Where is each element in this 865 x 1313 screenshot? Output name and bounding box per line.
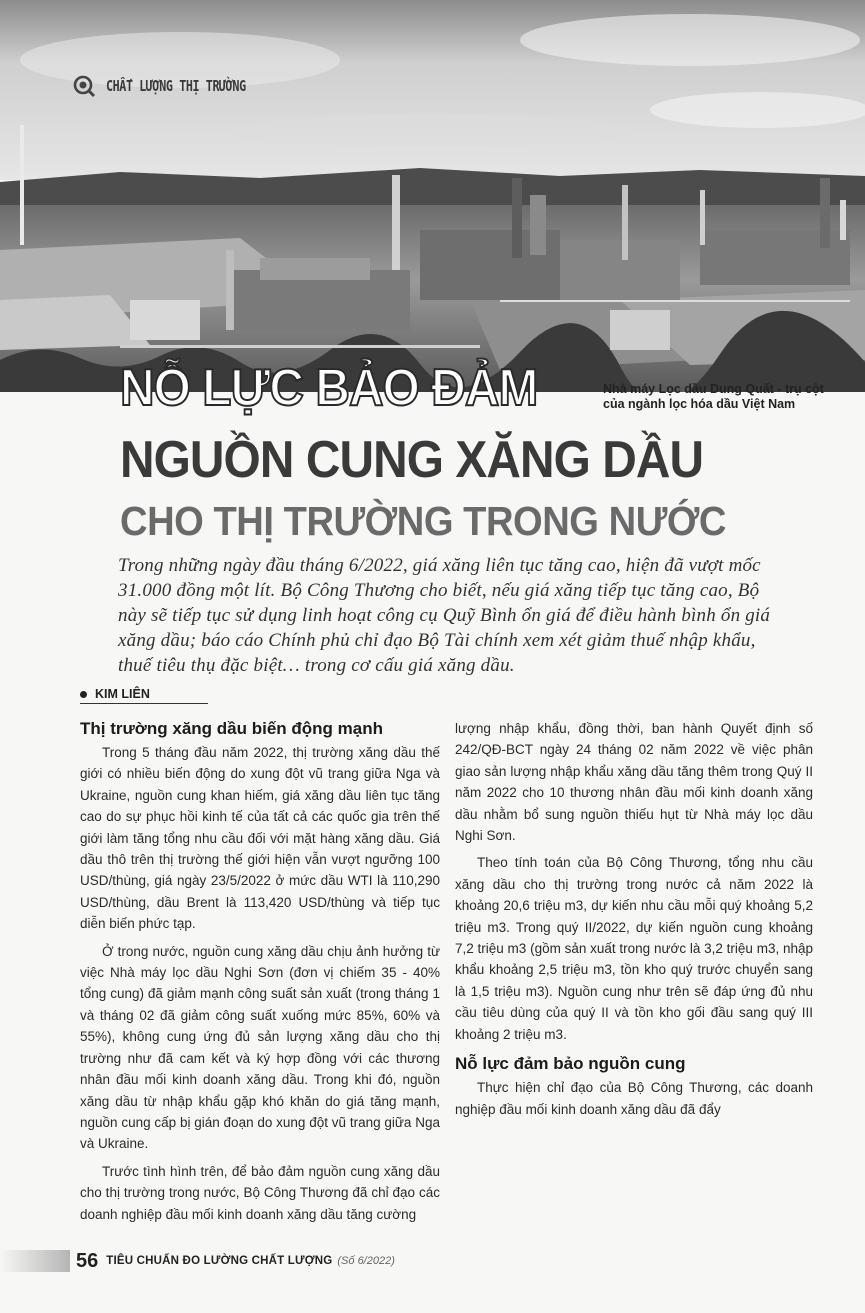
section-heading-2: Nỗ lực đảm bảo nguồn cung: [455, 1054, 686, 1074]
paragraph-1: Trong 5 tháng đầu năm 2022, thị trường xăng dầu thế giới có nhiều biến động do xung đột vũ trang giữa Nga và Ukraine, nguồn cung khan hiếm, giá xăng dầu liên tục tăng cao do sự phục hồi kinh tế của tất cả các quốc gia trên thế giới làm tăng tổng nhu cầu đối với mặt hàng xăng dầu. Giá dầu thô trên thị trường thế giới hiện vẫn vượt ngưỡng 100 USD/thùng, giá ngày 23/5/2022 ở mức dầu WTI là 110,290 USD/thùng, dầu Brent là 113,420 USD/thùng và tiếp tục diễn biến phức tạp.: [80, 745, 440, 932]
magnifier-logo-icon: [72, 74, 96, 98]
caption-line-1: Nhà máy Lọc dầu Dung Quất - trụ cột: [603, 382, 824, 396]
paragraph-2: Ở trong nước, nguồn cung xăng dầu chịu ảnh hưởng từ việc Nhà máy lọc dầu Nghi Sơn (đơn vị chiếm 35 - 40% tổng cung) đã giảm mạnh công suất sản xuất (trong tháng 1 và tháng 02 đã giảm công suất xuống mức 85%, 60% và 55%), không cung ứng đủ sản lượng xăng dầu cho thị trường như đã cam kết và ký hợp đồng với các thương nhân đầu mối kinh doanh xăng dầu. Trong khi đó, nguồn xăng dầu từ nhập khẩu gặp khó khăn do giá tăng mạnh, nguồn cung cấp bị gián đoạn do xung đột vũ trang giữa Nga và Ukraine.: [80, 943, 440, 1152]
paragraph-3: Trước tình hình trên, để bảo đảm nguồn cung xăng dầu cho thị trường trong nước, Bộ Công Thương đã chỉ đạo các doanh nghiệp đầu mối kinh doanh xăng dầu tăng cường: [80, 1163, 440, 1222]
photo-caption: [603, 382, 853, 412]
title-line-1: NỖ LỰC BẢO ĐẢM: [120, 359, 538, 417]
footer-gradient-bar: [0, 1250, 70, 1272]
article-lead: Trong những ngày đầu tháng 6/2022, giá xăng liên tục tăng cao, hiện đã vượt mốc 31.000 đồng một lít. Bộ Công Thương cho biết, nếu giá xăng tiếp tục tăng cao, Bộ này sẽ tiếp tục sử dụng linh hoạt công cụ Quỹ Bình ổn giá để điều hành bình ổn giá xăng dầu; báo cáo Chính phủ chỉ đạo Bộ Tài chính xem xét giảm thuế nhập khẩu, thuế tiêu thụ đặc biệt… trong cơ cấu giá xăng dầu.: [118, 555, 771, 676]
author-byline: [80, 685, 208, 704]
issue-number: (Số 6/2022): [337, 1255, 395, 1267]
hero-photo: [0, 0, 865, 392]
paragraph-3-continued: lượng nhập khẩu, đồng thời, ban hành Quyết định số 242/QĐ-BCT ngày 24 tháng 02 năm 2022 về việc phân giao sản lượng nhập khẩu xăng dầu tăng thêm trong Quý II năm 2022 cho 10 thương nhân đầu mối kinh doanh xăng dầu nhằm bổ sung nguồn thiếu hụt từ Nhà máy lọc dầu Nghi Sơn.: [455, 721, 813, 844]
refinery-photo: [0, 0, 865, 392]
magazine-name: TIÊU CHUẨN ĐO LƯỜNG CHẤT LƯỢNG: [106, 1255, 333, 1267]
paragraph-5: Thực hiện chỉ đạo của Bộ Công Thương, các doanh nghiệp đầu mối kinh doanh xăng dầu đã đẩy: [455, 1080, 813, 1117]
paragraph-4: Theo tính toán của Bộ Công Thương, tổng nhu cầu xăng dầu cho thị trường trong nước cả năm 2022 là khoảng 20,6 triệu m3, dự kiến nhu cầu mỗi quý khoảng 5,2 triệu m3. Trong quý II/2022, dự kiến nguồn cung khoảng 7,2 triệu m3 (gồm sản xuất trong nước là 3,2 triệu m3, nhập khẩu khoảng 2,5 triệu m3, tồn kho quý trước chuyển sang là 1,5 triệu m3). Nguồn cung như trên sẽ đáp ứng đủ nhu cầu tiêu dùng của quý II và tồn kho gối đầu sang quý III khoảng 2 triệu m3.: [455, 855, 813, 1042]
section-label: [72, 74, 285, 98]
section-heading-1: Thị trường xăng dầu biến động mạnh: [80, 719, 383, 738]
author-name: KIM LIÊN: [95, 687, 150, 701]
section-label-text: CHẤT LƯỢNG THỊ TRƯỜNG: [106, 77, 246, 95]
caption-line-2: của ngành lọc hóa dầu Việt Nam: [603, 397, 796, 411]
title-line-3: CHO THỊ TRƯỜNG TRONG NƯỚC: [120, 498, 726, 544]
bullet-dot-icon: [80, 691, 87, 698]
column-right: [455, 718, 813, 1126]
column-left: [80, 718, 440, 1225]
page-footer: [0, 1248, 865, 1274]
page-number: 56: [76, 1249, 99, 1272]
title-line-2: NGUỒN CUNG XĂNG DẦU: [120, 431, 704, 489]
